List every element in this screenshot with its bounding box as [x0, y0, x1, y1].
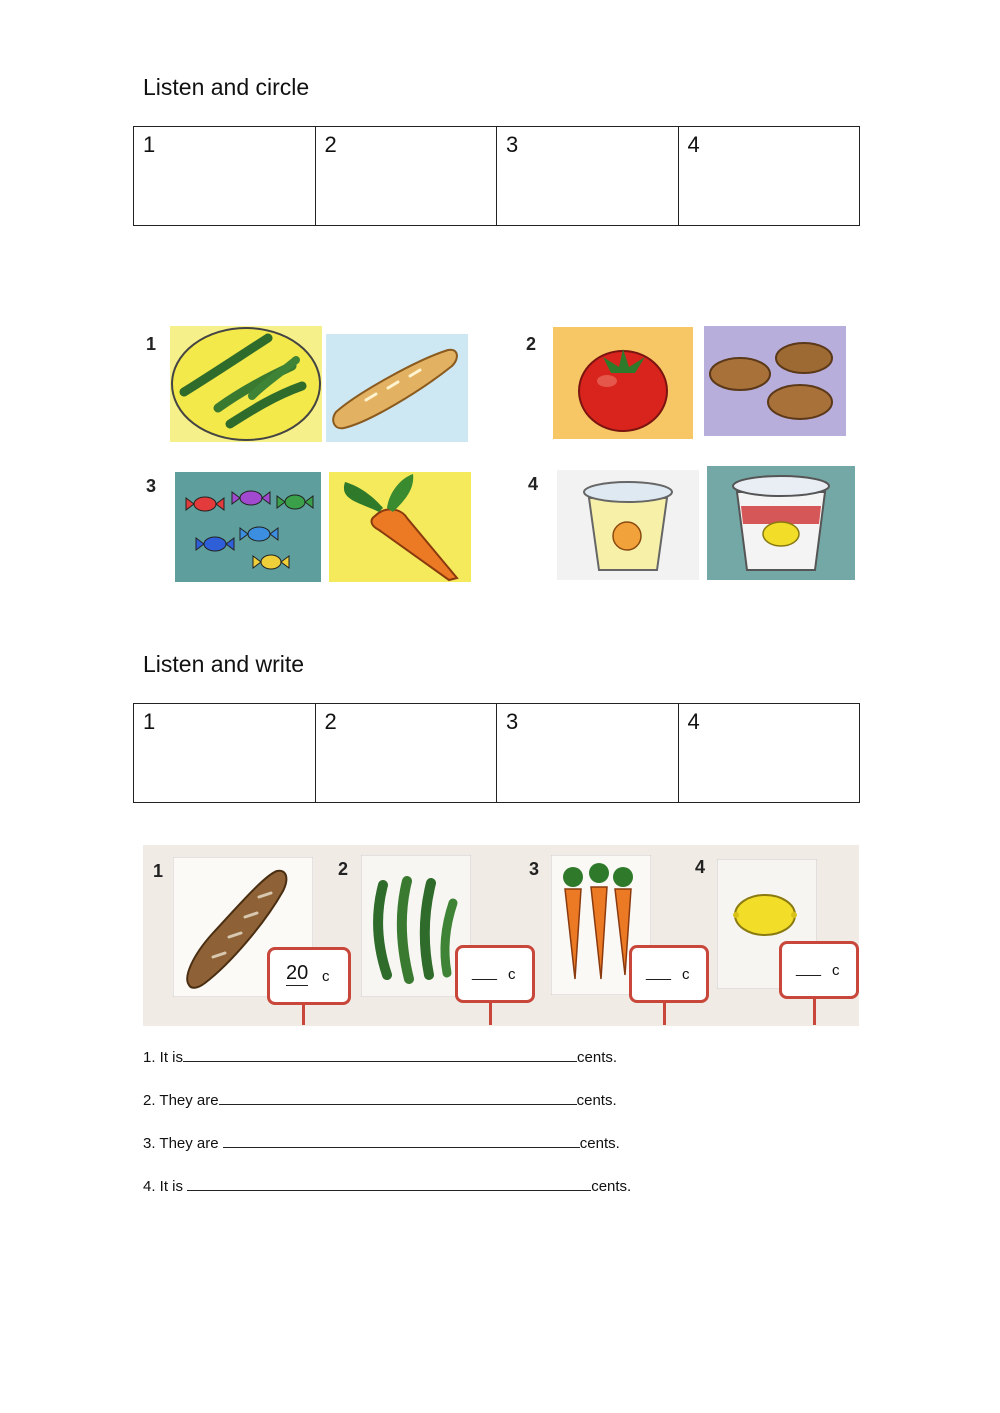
potatoes-image [704, 326, 846, 436]
sentence-2-prefix: 2. They are [143, 1092, 219, 1109]
price-tag-unit-4: c [832, 962, 840, 979]
circle-answer-cell-1[interactable]: 1 [134, 127, 316, 226]
write-answer-cell-4[interactable]: 4 [678, 704, 860, 803]
price-tag-stick-1 [302, 1005, 305, 1025]
sentence-3 [143, 1133, 620, 1152]
sentence-2 [143, 1090, 617, 1109]
price-strip [143, 845, 859, 1026]
sentence-4-suffix: cents. [591, 1178, 632, 1195]
price-tag-4[interactable] [779, 941, 859, 999]
price-tag-2[interactable] [455, 945, 535, 1003]
bread-image [326, 334, 468, 442]
sentence-3-suffix: cents. [579, 1135, 620, 1152]
price-tag-unit-1: c [322, 968, 330, 985]
circle-picture-number-1: 1 [146, 334, 157, 354]
picture-green-beans[interactable] [170, 326, 322, 442]
sentence-1 [143, 1047, 617, 1066]
price-tag-stick-3 [663, 1003, 666, 1025]
sentence-4 [143, 1176, 631, 1195]
section2-heading: Listen and write [143, 651, 305, 677]
peach-yogurt-image [557, 470, 699, 580]
sentence-2-blank[interactable] [219, 1090, 577, 1105]
price-tag-stick-4 [813, 999, 816, 1025]
sentence-1-prefix: 1. It is [143, 1049, 184, 1066]
picture-carrot[interactable] [329, 472, 471, 582]
carrot-image [329, 472, 471, 582]
circle-answer-cell-4[interactable]: 4 [678, 127, 860, 226]
sentence-1-suffix: cents. [577, 1049, 618, 1066]
write-answer-cell-2[interactable]: 2 [315, 704, 497, 803]
sentence-3-prefix: 3. They are [143, 1135, 219, 1152]
section1-heading: Listen and circle [143, 74, 310, 100]
circle-picture-number-2: 2 [526, 334, 537, 354]
sentence-1-blank[interactable] [183, 1047, 577, 1062]
circle-answer-cell-2[interactable]: 2 [315, 127, 497, 226]
write-picture-number-4: 4 [695, 857, 706, 877]
write-picture-number-2: 2 [338, 859, 349, 879]
picture-bread[interactable] [326, 334, 468, 442]
picture-lemon-yogurt[interactable] [707, 466, 855, 580]
picture-sweets[interactable] [175, 472, 321, 582]
circle-answer-table [133, 126, 860, 226]
price-tag-value-3: ___ [646, 964, 672, 981]
sweets-image [175, 472, 321, 582]
circle-picture-number-4: 4 [528, 474, 539, 494]
price-tag-value-1: 20 [286, 962, 309, 984]
price-tag-stick-2 [489, 1003, 492, 1025]
picture-tomato[interactable] [553, 327, 693, 439]
sentence-2-suffix: cents. [576, 1092, 617, 1109]
price-tag-unit-3: c [682, 966, 690, 983]
price-tag-unit-2: c [508, 966, 516, 983]
write-picture-number-1: 1 [153, 861, 164, 881]
lemon-yogurt-image [707, 466, 855, 580]
green-beans-image [170, 326, 322, 442]
sentence-4-blank[interactable] [187, 1176, 591, 1191]
price-tag-value-4: ___ [796, 960, 822, 977]
write-answer-cell-3[interactable]: 3 [497, 704, 679, 803]
price-tag-1[interactable] [267, 947, 351, 1005]
price-tag-value-2: ___ [472, 964, 498, 981]
write-picture-number-3: 3 [529, 859, 540, 879]
circle-picture-number-3: 3 [146, 476, 157, 496]
tomato-image [553, 327, 693, 439]
picture-peach-yogurt[interactable] [557, 470, 699, 580]
picture-potatoes[interactable] [704, 326, 846, 436]
circle-answer-cell-3[interactable]: 3 [497, 127, 679, 226]
sentence-3-blank[interactable] [223, 1133, 580, 1148]
price-tag-3[interactable] [629, 945, 709, 1003]
write-answer-table [133, 703, 860, 803]
write-answer-cell-1[interactable]: 1 [134, 704, 316, 803]
sentence-4-prefix: 4. It is [143, 1178, 184, 1195]
